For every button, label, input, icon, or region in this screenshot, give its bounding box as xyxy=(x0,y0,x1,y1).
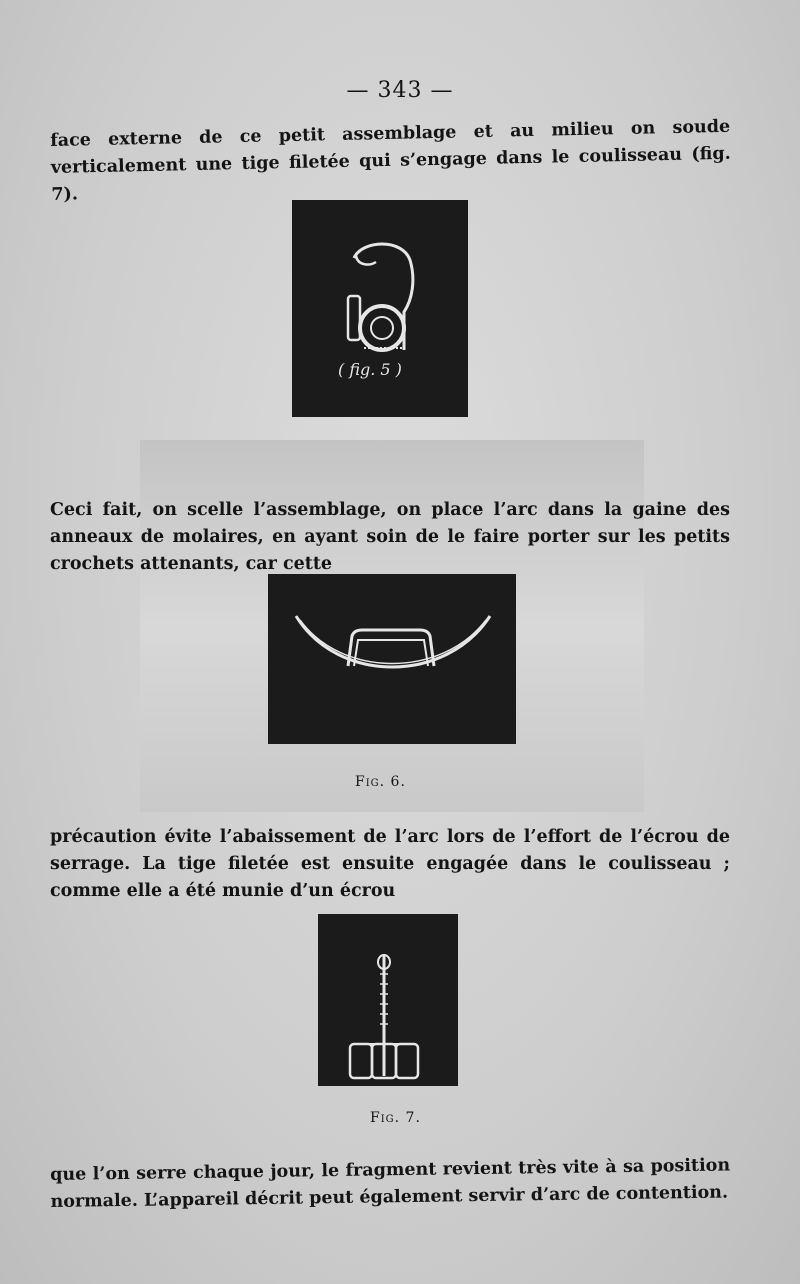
paragraph-3: précaution évite l’abaissement de l’arc lors de l’effort de l’écrou de serrage. La tige filetée est ensuite engagée dans le coulisseau ; comme elle a été munie d’un écrou xyxy=(50,827,730,901)
figure-5-drawing xyxy=(292,200,468,417)
paragraph-4: que l’on serre chaque jour, le fragment revient très vite à sa position normale. L’appareil décrit peut également servir d’arc de contention. xyxy=(50,1155,731,1212)
figure-7-photo xyxy=(318,914,458,1086)
figure-5-inner-label: ( fig. 5 ) xyxy=(338,360,402,379)
figure-6-caption: Fig. 6. xyxy=(355,774,406,790)
paragraph-1: face externe de ce petit assemblage et au milieu on soude verticalement une tige filetée qui s’engage dans le coulisseau (fig. 7). xyxy=(50,116,731,205)
page-number: — 343 — xyxy=(346,78,454,103)
figure-6-drawing xyxy=(268,574,516,744)
figure-5-photo xyxy=(292,200,468,417)
figure-7-drawing xyxy=(318,914,458,1086)
paragraph-2: Ceci fait, on scelle l’assemblage, on place l’arc dans la gaine des anneaux de molaires, en ayant soin de le faire porter sur les petits crochets attenants, car cette xyxy=(50,500,730,574)
figure-7-caption: Fig. 7. xyxy=(370,1110,421,1126)
figure-6-photo xyxy=(268,574,516,744)
